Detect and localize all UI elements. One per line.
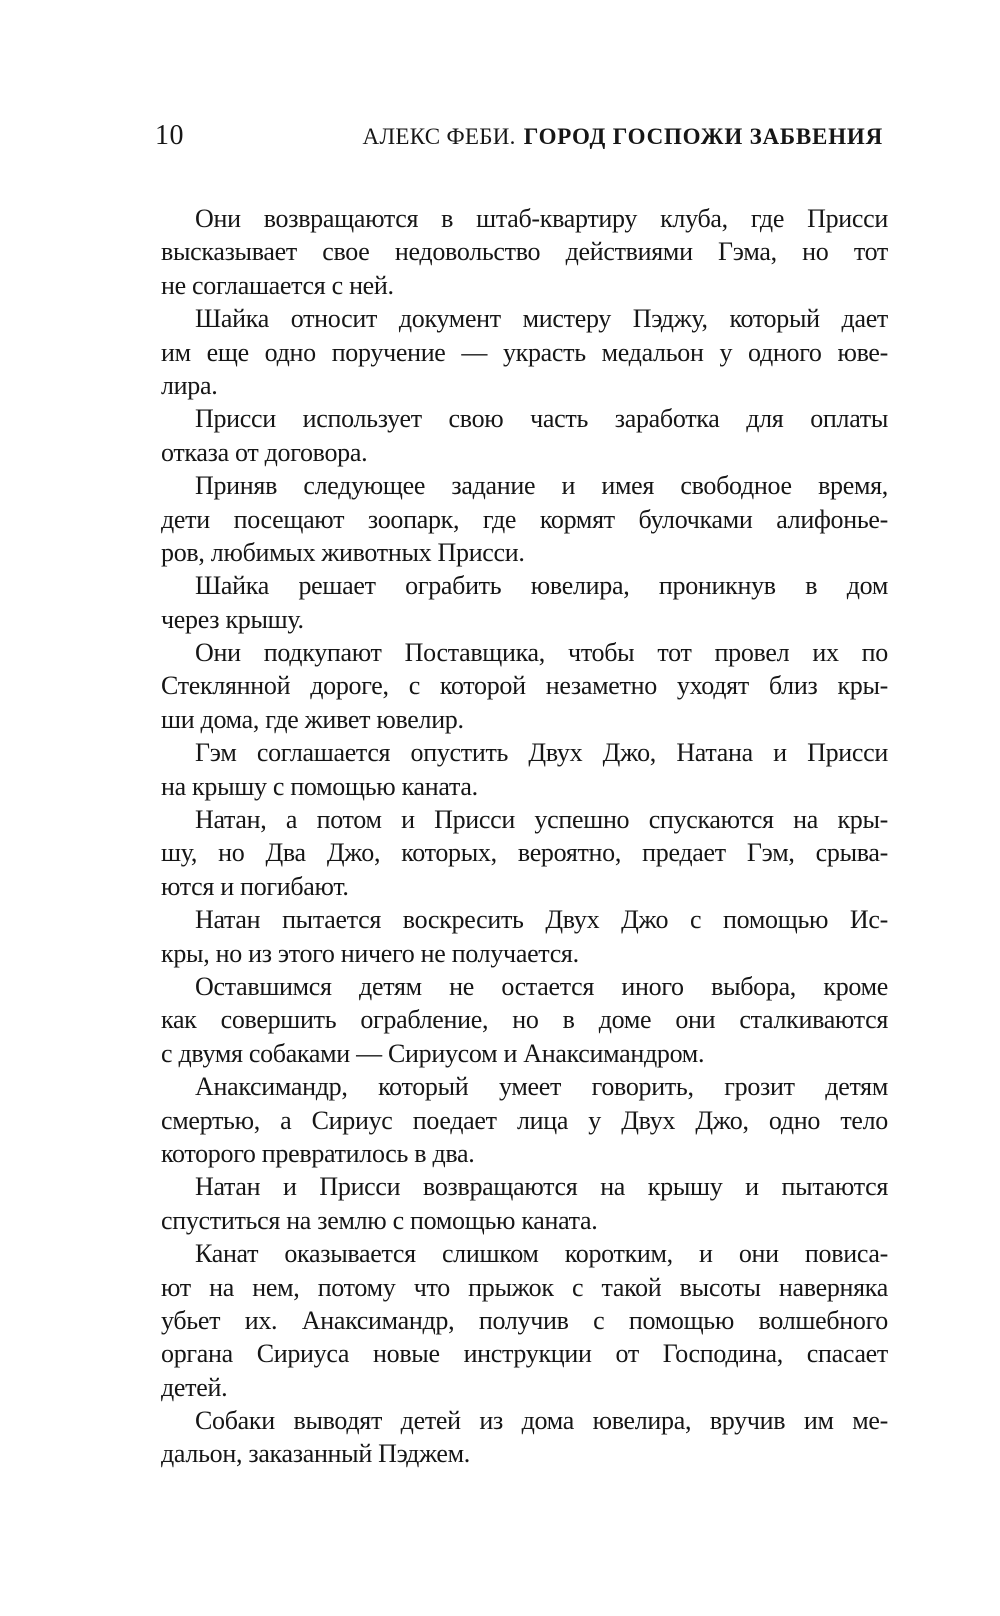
text-line: Они возвращаются в штаб-квартиру клуба, где Присси xyxy=(195,204,888,233)
text-line: Гэм соглашается опустить Двух Джо, Натана и Присси xyxy=(195,738,888,768)
text-line: ров, любимых животных Присси. xyxy=(161,537,525,567)
text-line: с двумя собаками — Сириусом и Анаксимандром. xyxy=(161,1038,705,1068)
text-line: шу, но Два Джо, которых, вероятно, предает Гэм, срыва- xyxy=(161,838,888,868)
paragraph xyxy=(161,202,888,302)
text-line: которого превратилось в два. xyxy=(161,1138,475,1168)
paragraph xyxy=(161,970,888,1070)
text-line: Натан, а потом и Присси успешно спускаются на кры- xyxy=(195,805,888,835)
text-line: Натан и Присси возвращаются на крышу и пытаются xyxy=(195,1172,888,1202)
text-line: лира. xyxy=(161,370,218,400)
running-title xyxy=(363,125,883,148)
text-line: Стеклянной дороге, с которой незаметно уходят близ кры- xyxy=(161,671,888,701)
text-line: ши дома, где живет ювелир. xyxy=(161,704,464,734)
running-head xyxy=(155,122,883,150)
body-text xyxy=(161,202,888,1471)
running-title-book: ГОРОД ГОСПОЖИ ЗАБВЕНИЯ xyxy=(523,124,883,149)
text-line: на крышу с помощью каната. xyxy=(161,771,478,801)
paragraph xyxy=(161,636,888,736)
text-line: Собаки выводят детей из дома ювелира, вручив им ме- xyxy=(195,1406,888,1436)
paragraph xyxy=(161,1404,888,1471)
text-line: дети посещают зоопарк, где кормят булочками алифонье- xyxy=(161,504,888,534)
text-line: им еще одно поручение — украсть медальон у одного юве- xyxy=(161,337,888,367)
text-line: дальон, заказанный Пэджем. xyxy=(161,1439,470,1469)
paragraph xyxy=(161,736,888,803)
text-line: высказывает свое недовольство действиями Гэма, но тот xyxy=(161,237,888,267)
paragraph xyxy=(161,803,888,903)
paragraph xyxy=(161,1237,888,1404)
paragraph xyxy=(161,302,888,402)
text-line: Присси использует свою часть заработка для оплаты xyxy=(195,404,888,434)
text-line: органа Сириуса новые инструкции от Господина, спасает xyxy=(161,1339,888,1369)
text-line: кры, но из этого ничего не получается. xyxy=(161,938,579,968)
page-number: 10 xyxy=(155,120,184,151)
text-line: как совершить ограбление, но в доме они сталкиваются xyxy=(161,1005,888,1035)
paragraph xyxy=(161,402,888,469)
text-line: не соглашается с ней. xyxy=(161,270,394,300)
text-line: Канат оказывается слишком коротким, и они повиса- xyxy=(195,1239,888,1269)
paragraph xyxy=(161,569,888,636)
text-line: через крышу. xyxy=(161,604,304,634)
text-line: Натан пытается воскресить Двух Джо с помощью Ис- xyxy=(195,905,888,935)
running-title-author: АЛЕКС ФЕБИ. xyxy=(362,124,516,149)
text-line: Оставшимся детям не остается иного выбора, кроме xyxy=(195,971,888,1001)
text-line: ют на нем, потому что прыжок с такой высоты наверняка xyxy=(161,1272,888,1302)
paragraph xyxy=(161,469,888,569)
text-line: убьет их. Анаксимандр, получив с помощью волшебного xyxy=(161,1305,888,1335)
text-line: Приняв следующее задание и имея свободное время, xyxy=(195,471,888,501)
text-line: Шайка относит документ мистеру Пэджу, который дает xyxy=(195,304,888,334)
text-line: смертью, а Сириус поедает лица у Двух Джо, одно тело xyxy=(161,1105,888,1135)
text-line: Они подкупают Поставщика, чтобы тот провел их по xyxy=(195,638,888,668)
text-line: отказа от договора. xyxy=(161,437,368,467)
paragraph xyxy=(161,1070,888,1170)
text-line: детей. xyxy=(161,1372,228,1402)
text-line: Анаксимандр, который умеет говорить, грозит детям xyxy=(195,1072,888,1102)
text-line: спуститься на землю с помощью каната. xyxy=(161,1205,598,1235)
text-line: Шайка решает ограбить ювелира, проникнув в дом xyxy=(195,571,888,601)
paragraph xyxy=(161,903,888,970)
text-line: ются и погибают. xyxy=(161,871,349,901)
paragraph xyxy=(161,1170,888,1237)
